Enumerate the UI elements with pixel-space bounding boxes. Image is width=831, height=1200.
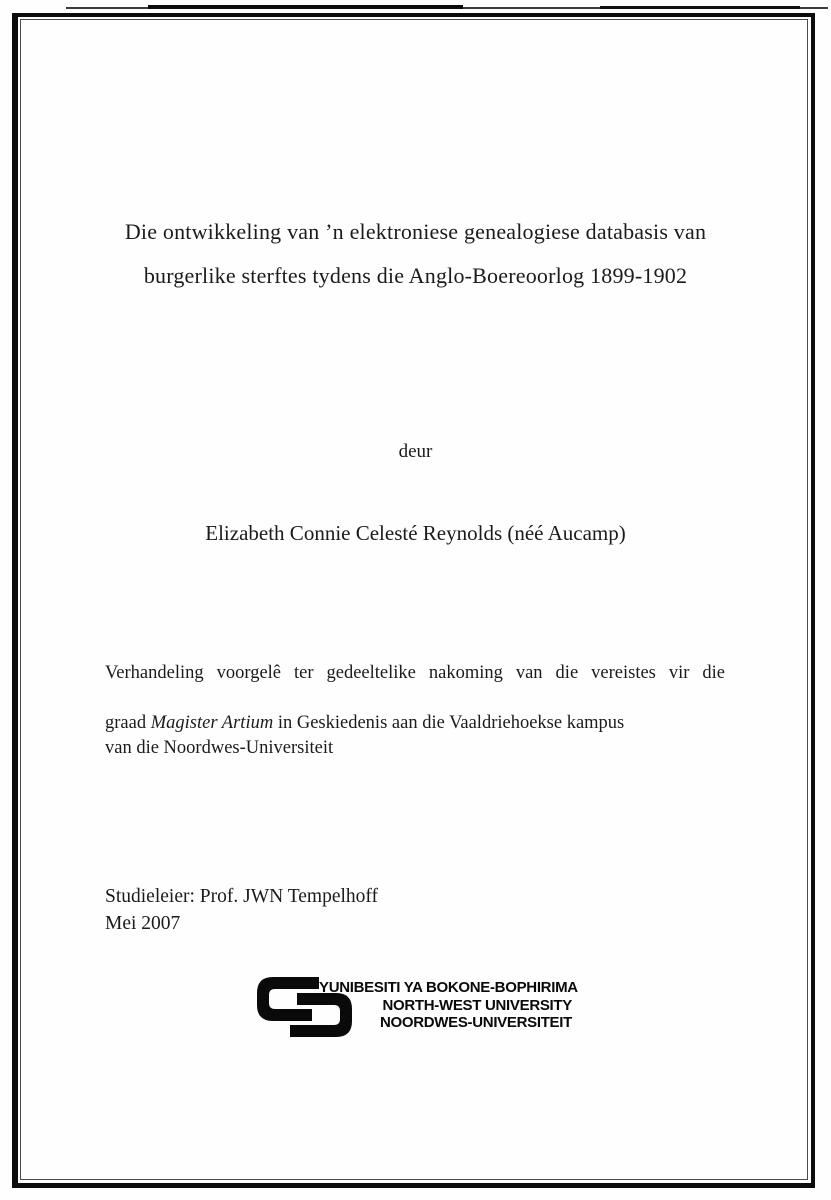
scan-artifact-bar (148, 5, 463, 9)
logo-line-afrikaans: NOORDWES-UNIVERSITEIT (379, 1014, 572, 1031)
logo-line-setswana: YUNIBESITI YA BOKONE-BOPHIRIMA (319, 979, 578, 996)
degree-name-italic: Magister Artium (150, 713, 274, 733)
logo-line-english: NORTH-WEST UNIVERSITY (382, 996, 572, 1014)
date-line: Mei 2007 (105, 912, 181, 934)
statement-line-1: Verhandeling voorgelê ter gedeeltelike nakoming van die vereistes vir die (105, 663, 725, 683)
logo-wordmark (319, 979, 578, 1032)
byline-label: deur (398, 441, 433, 462)
supervisor-line: Studieleier: Prof. JWN Tempelhoff (105, 886, 379, 907)
scan-artifact-bar (600, 6, 800, 9)
thesis-title (0, 210, 831, 298)
author-name: Elizabeth Connie Celesté Reynolds (néé Aucamp) (205, 521, 626, 545)
statement-line-3: van die Noordwes-Universiteit (105, 738, 334, 758)
statement-line-2-pre: graad (105, 713, 151, 733)
submission-statement (105, 661, 725, 761)
title-line-2: burgerlike sterftes tydens die Anglo-Boereoorlog 1899-1902 (143, 263, 688, 288)
statement-line-2 (105, 711, 725, 736)
imprint-block (105, 884, 378, 937)
statement-line-2-post: in Geskiedenis aan die Vaaldriehoekse kampus (273, 713, 625, 733)
title-line-1: Die ontwikkeling van ’n elektroniese genealogiese databasis van (124, 219, 707, 244)
